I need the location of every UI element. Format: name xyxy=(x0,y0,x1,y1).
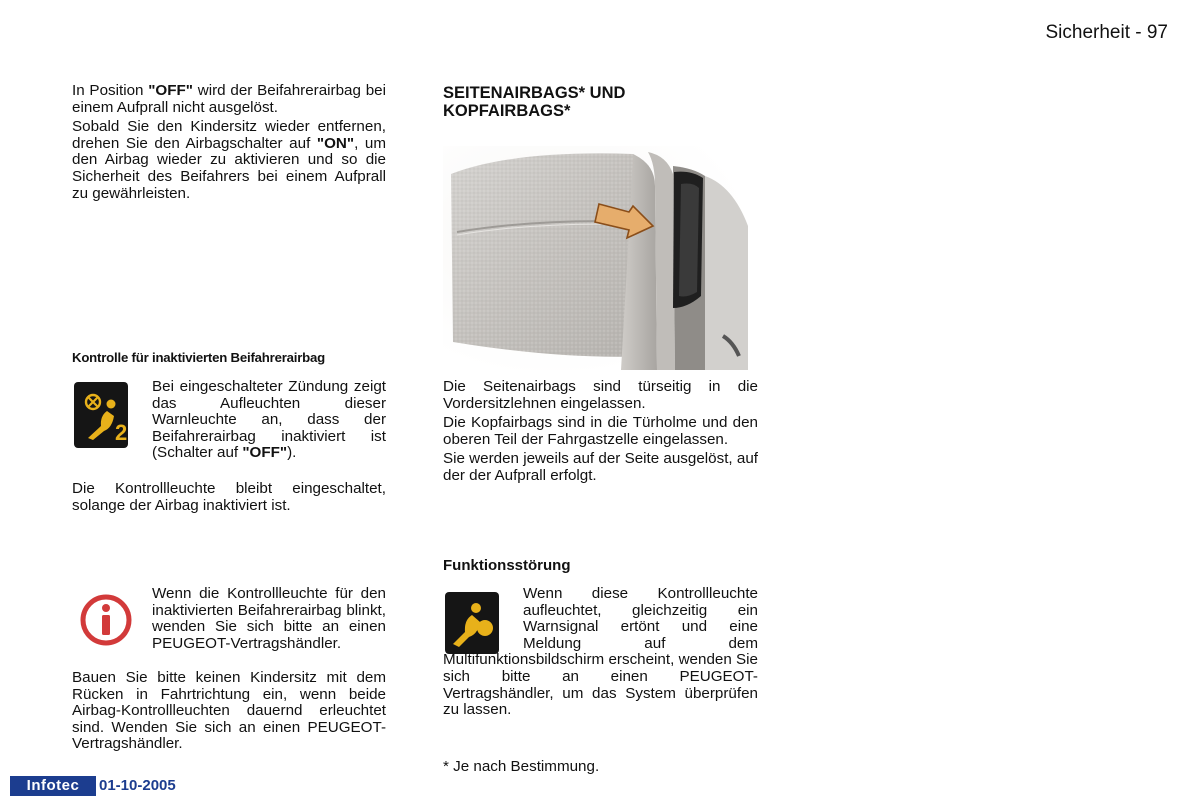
icon-spacer xyxy=(443,586,523,652)
paragraph-lamp-remains: Die Kontrollleuchte bleibt eingeschaltet, solange der Airbag inaktiviert ist. xyxy=(72,480,386,514)
info-icon xyxy=(78,592,134,648)
paragraph-info-blink: Wenn die Kontrollleuchte für den inaktivierten Beifahrerairbag blinkt, wenden Sie sich bitte an einen PEUGEOT-Vertragshändler. xyxy=(152,585,386,652)
paragraph-off-position: In Position "OFF" wird der Beifahrerairbag bei einem Aufprall nicht ausgelöst. xyxy=(72,82,386,116)
paragraph-fault: Wenn diese Kontrollleuchte aufleuchtet, gleichzeitig ein Warnsignal ertönt und eine Meldung auf dem Multifunktionsbildschirm erscheint, wenden Sie sich bitte an einen PEUGEOT-Vertragshändler, um das System überprüfen zu lassen. xyxy=(443,585,758,719)
paragraph-reactivate: Sobald Sie den Kindersitz wieder entfernen, drehen Sie den Airbagschalter auf "ON", um den Airbag wieder zu aktivieren und so die Sicherheit des Beifahrers bei einem Aufprall zu gewährleisten. xyxy=(72,118,386,202)
paragraph-side-airbags: Die Seitenairbags sind türseitig in die Vordersitzlehnen eingelassen. xyxy=(443,378,758,412)
paragraph-deployment: Sie werden jeweils auf der Seite ausgelöst, auf der der Aufprall erfolgt. xyxy=(443,450,758,484)
paragraph-head-airbags: Die Kopfairbags sind in die Türholme und den oberen Teil der Fahrgastzelle eingelassen. xyxy=(443,414,758,448)
lamp-remains-text xyxy=(72,481,386,517)
right-text-block xyxy=(443,379,758,488)
heading-fault: Funktionsstörung xyxy=(443,557,571,574)
section-title-side-airbags: SEITENAIRBAGS* UND KOPFAIRBAGS* xyxy=(443,84,626,120)
left-text-block-top xyxy=(72,83,386,205)
svg-text:2: 2 xyxy=(115,420,128,445)
seat-airbag-photo xyxy=(443,146,758,370)
footnote: * Je nach Bestimmung. xyxy=(443,758,600,775)
airbag-off-warning-icon xyxy=(74,382,128,448)
footer-brand-logo: Infotec xyxy=(10,776,96,796)
page-title: Sicherheit - 97 xyxy=(1045,22,1168,43)
info-text xyxy=(152,586,386,655)
child-seat-text xyxy=(72,670,386,756)
paragraph-child-seat: Bauen Sie bitte keinen Kindersitz mit dem Rücken in Fahrtrichtung ein, wenn beide Airbag-Kontrollleuchten dauernd erleuchtet sind. Wenden Sie sich an einen PEUGEOT-Vertragshändler. xyxy=(72,669,386,753)
paragraph-warn-lamp: Bei eingeschalteter Zündung zeigt das Aufleuchten dieser Warnleuchte an, dass der Beifahrerairbag inaktiviert ist (Schalter auf "OFF"). xyxy=(152,378,386,462)
footer-date: 01-10-2005 xyxy=(99,777,176,794)
fault-text xyxy=(443,586,758,722)
warn-lamp-text xyxy=(152,379,386,465)
heading-kontrolle: Kontrolle für inaktivierten Beifahrerairbag xyxy=(72,350,326,365)
